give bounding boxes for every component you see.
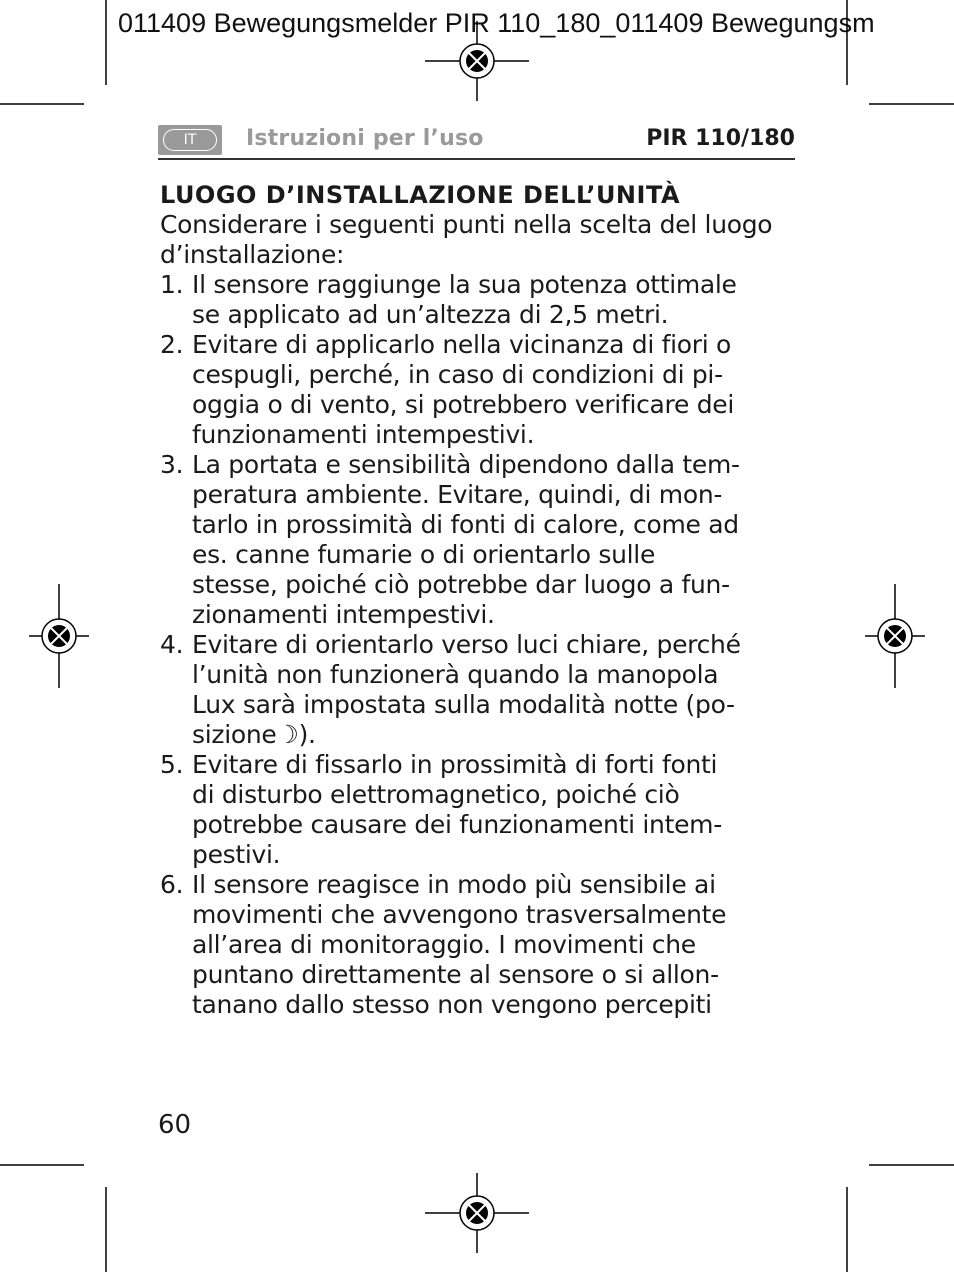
- step-line: Evitare di orientarlo verso luci chiare, perché: [192, 630, 741, 659]
- step-line: tarlo in prossimità di fonti di calore, come ad: [192, 510, 739, 539]
- step-line: stesse, poiché ciò potrebbe dar luogo a fun-: [192, 570, 730, 599]
- list-item: [160, 270, 800, 330]
- registration-crosshair-icon-top: [425, 21, 529, 101]
- list-item: [160, 870, 800, 1020]
- step-line: Il sensore raggiunge la sua potenza ottimale: [192, 270, 737, 299]
- step-line: Il sensore reagisce in modo più sensibile ai: [192, 870, 716, 899]
- step-number: 4.: [160, 630, 184, 659]
- step-line: cespugli, perché, in caso di condizioni di pi-: [192, 360, 723, 389]
- registration-crosshair-icon-bottom: [425, 1173, 529, 1253]
- step-line: movimenti che avvengono trasversalmente: [192, 900, 727, 929]
- header-model: PIR 110/180: [646, 126, 795, 151]
- step-line: oggia o di vento, si potrebbero verificare dei: [192, 390, 735, 419]
- step-line: es. canne fumarie o di orientarlo sulle: [192, 540, 656, 569]
- step-line: sizione☽).: [192, 720, 316, 749]
- step-line: di disturbo elettromagnetico, poiché ciò: [192, 780, 680, 809]
- step-line: l’unità non funzionerà quando la manopola: [192, 660, 719, 689]
- step-line: Evitare di applicarlo nella vicinanza di fiori o: [192, 330, 732, 359]
- page-header: [158, 122, 795, 160]
- step-line: peratura ambiente. Evitare, quindi, di mon-: [192, 480, 723, 509]
- main-content: [160, 180, 800, 1020]
- language-badge: [158, 125, 222, 155]
- language-code: IT: [163, 129, 217, 151]
- step-line: funzionamenti intempestivi.: [192, 420, 535, 449]
- list-item: [160, 450, 800, 630]
- step-line: pestivi.: [192, 840, 281, 869]
- step-line: Lux sarà impostata sulla modalità notte (po-: [192, 690, 735, 719]
- step-line: La portata e sensibilità dipendono dalla tem-: [192, 450, 740, 479]
- step-number: 2.: [160, 330, 184, 359]
- page-number: 60: [158, 1110, 192, 1140]
- step-number: 3.: [160, 450, 184, 479]
- step-line: se applicato ad un’altezza di 2,5 metri.: [192, 300, 669, 329]
- registration-crosshair-icon-left: [29, 584, 89, 688]
- list-item: [160, 750, 800, 870]
- registration-crosshair-icon-right: [865, 584, 925, 688]
- step-line: Evitare di fissarlo in prossimità di forti fonti: [192, 750, 718, 779]
- list-item: [160, 630, 800, 750]
- step-line: zionamenti intempestivi.: [192, 600, 495, 629]
- section-intro: Considerare i seguenti punti nella scelta del luogo d’installazione:: [160, 210, 773, 269]
- step-number: 6.: [160, 870, 184, 899]
- section-title: LUOGO D’INSTALLAZIONE DELL’UNITÀ: [160, 181, 681, 209]
- step-number: 1.: [160, 270, 184, 299]
- step-line: puntano direttamente al sensore o si allon-: [192, 960, 719, 989]
- list-item: [160, 330, 800, 450]
- header-title: Istruzioni per l’uso: [246, 126, 484, 151]
- step-line: all’area di monitoraggio. I movimenti che: [192, 930, 696, 959]
- installation-steps: [160, 270, 800, 1020]
- step-line: potrebbe causare dei funzionamenti intem-: [192, 810, 722, 839]
- step-number: 5.: [160, 750, 184, 779]
- step-line: tanano dallo stesso non vengono percepiti: [192, 990, 712, 1019]
- print-slug: 011409 Bewegungsmelder PIR 110_180_011409 Bewegungsm: [118, 8, 875, 38]
